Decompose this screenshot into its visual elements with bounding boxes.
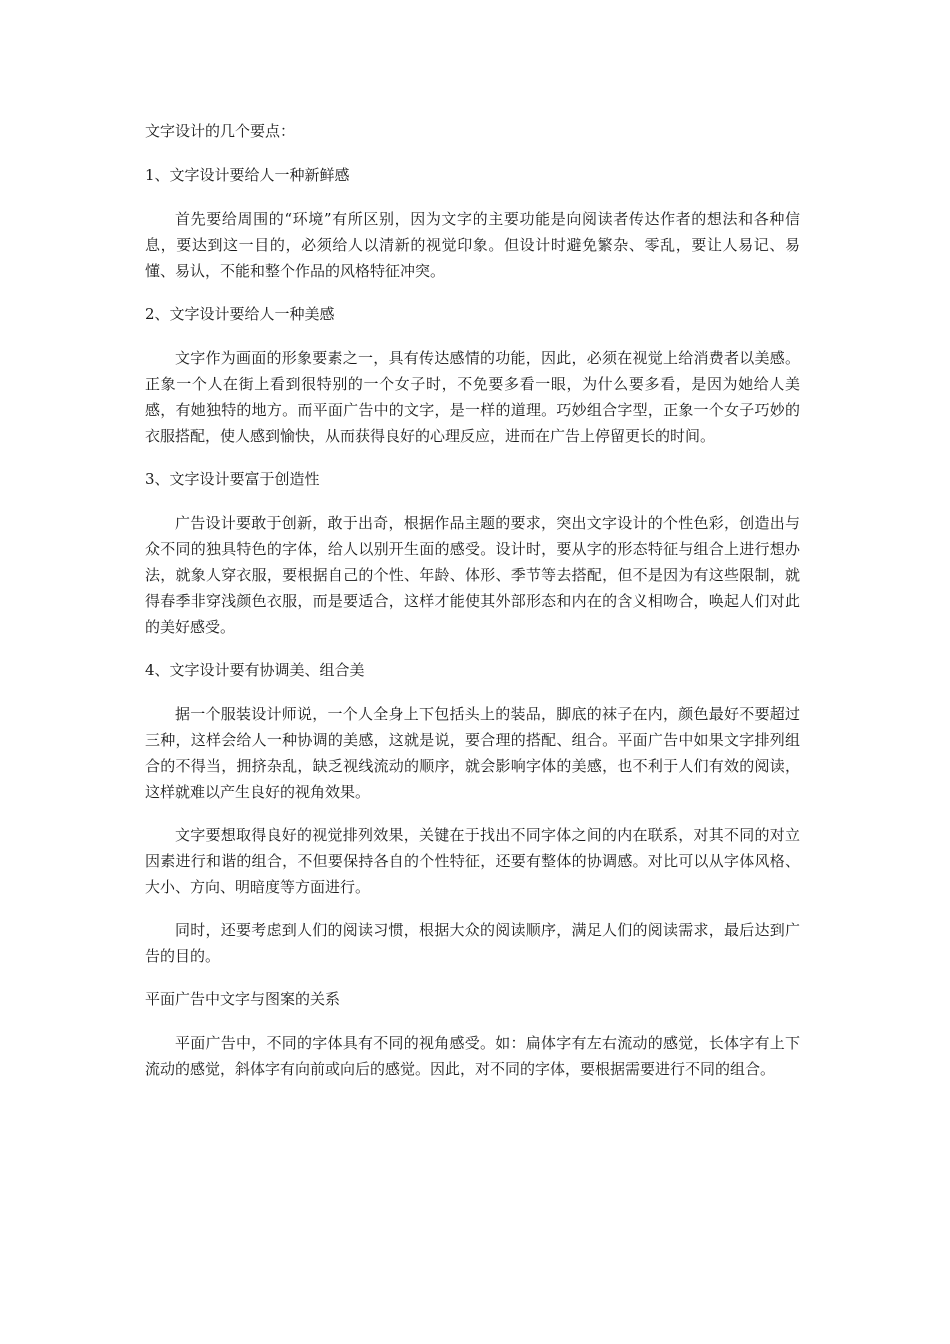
section-2-paragraph-1: 文字作为画面的形象要素之一，具有传达感情的功能，因此，必须在视觉上给消费者以美感。正象一个人在街上看到很特别的一个女子时，不免要多看一眼，为什么要多看，是因为她给人美感，有她独特的地方。而平面广告中的文字，是一样的道理。巧妙组合字型，正象一个女子巧妙的衣服搭配，使人感到愉快，从而获得良好的心理反应，进而在广告上停留更长的时间。 [145,349,800,445]
section-5-heading: 平面广告中文字与图案的关系 [145,990,341,1008]
section-5-paragraph-1: 平面广告中，不同的字体具有不同的视角感受。如：扁体字有左右流动的感觉，长体字有上下流动的感觉，斜体字有向前或向后的感觉。因此，对不同的字体，要根据需要进行不同的组合。 [145,1034,800,1078]
document-title: 文字设计的几个要点： [145,122,296,140]
section-1-heading: 1、文字设计要给人一种新鲜感 [145,166,350,184]
section-2-heading: 2、文字设计要给人一种美感 [145,305,335,323]
section-1-paragraph-1: 首先要给周围的“环境”有所区别，因为文字的主要功能是向阅读者传达作者的想法和各种信息，要达到这一目的，必须给人以清新的视觉印象。但设计时避免繁杂、零乱，要让人易记、易懂、易认，不能和整个作品的风格特征冲突。 [145,210,800,280]
document-body [145,118,800,1082]
section-4-paragraph-3: 同时，还要考虑到人们的阅读习惯，根据大众的阅读顺序，满足人们的阅读需求，最后达到广告的目的。 [145,921,800,965]
section-4-heading: 4、文字设计要有协调美、组合美 [145,661,365,679]
section-4-paragraph-2: 文字要想取得良好的视觉排列效果，关键在于找出不同字体之间的内在联系，对其不同的对立因素进行和谐的组合，不但要保持各自的个性特征，还要有整体的协调感。对比可以从字体风格、大小、方向、明暗度等方面进行。 [145,826,800,896]
section-3-heading: 3、文字设计要富于创造性 [145,470,320,488]
section-3-paragraph-1: 广告设计要敢于创新，敢于出奇，根据作品主题的要求，突出文字设计的个性色彩，创造出与众不同的独具特色的字体，给人以别开生面的感受。设计时，要从字的形态特征与组合上进行想办法，就象人穿衣服，要根据自己的个性、年龄、体形、季节等去搭配，但不是因为有这些限制，就得春季非穿浅颜色衣服，而是要适合，这样才能使其外部形态和内在的含义相吻合，唤起人们对此的美好感受。 [145,514,800,636]
section-4-paragraph-1: 据一个服装设计师说，一个人全身上下包括头上的装品，脚底的袜子在内，颜色最好不要超过三种，这样会给人一种协调的美感，这就是说，要合理的搭配、组合。平面广告中如果文字排列组合的不得当，拥挤杂乱，缺乏视线流动的顺序，就会影响字体的美感，也不利于人们有效的阅读，这样就难以产生良好的视角效果。 [145,705,800,801]
